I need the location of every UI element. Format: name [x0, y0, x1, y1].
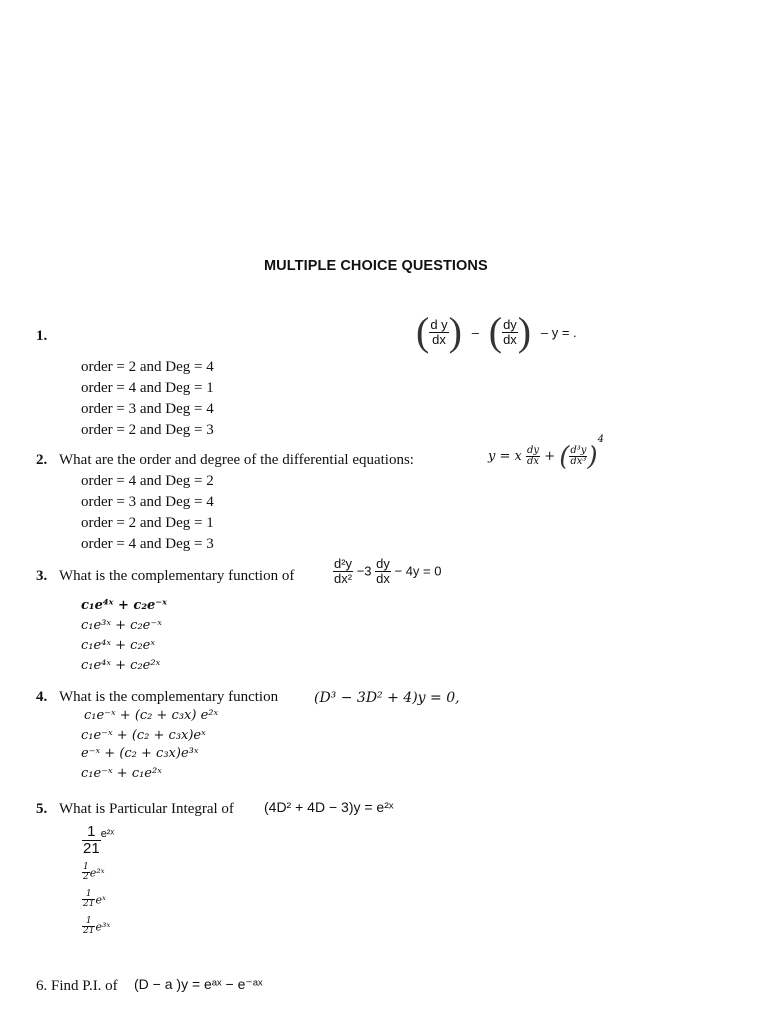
- fraction: [569, 446, 587, 468]
- question-5-option-d: [82, 917, 110, 937]
- question-5-option-b: [82, 863, 105, 883]
- exponential-term: e²ˣ: [89, 866, 105, 880]
- exponential-term: eˣ: [95, 893, 106, 907]
- denominator: dx: [376, 570, 390, 586]
- question-5-number: 5.: [36, 801, 48, 817]
- denominator: dx: [432, 331, 446, 347]
- denominator: dx³: [570, 456, 587, 467]
- right-paren-icon: ): [448, 309, 462, 354]
- left-paren-icon: (: [488, 309, 503, 354]
- denominator: 2: [83, 872, 89, 883]
- question-3-equation: [333, 557, 441, 585]
- numerator: d²y: [334, 556, 353, 571]
- question-1-equation: [416, 309, 577, 354]
- question-3-text: What is the complementary function of: [59, 568, 295, 584]
- fraction: [429, 318, 448, 346]
- exponential-term: e²ˣ: [100, 828, 115, 841]
- question-4-option-c: e⁻ˣ + (c₂ + c₃x)e³ˣ: [81, 746, 199, 761]
- question-2-option-b: order = 3 and Deg = 4: [81, 494, 214, 510]
- fraction: [82, 863, 90, 883]
- page-title: MULTIPLE CHOICE QUESTIONS: [264, 258, 488, 274]
- question-2-text: What are the order and degree of the differential equations:: [59, 452, 414, 468]
- question-2-option-a: order = 4 and Deg = 2: [81, 473, 214, 489]
- numerator: 1: [82, 824, 101, 841]
- exponent: 4: [597, 434, 604, 445]
- left-paren-icon: (: [559, 441, 570, 472]
- denominator: 21: [83, 899, 95, 910]
- question-5-option-a: [82, 824, 114, 857]
- numerator: dy: [526, 444, 540, 456]
- fraction: [82, 917, 95, 937]
- question-4-option-d: c₁e⁻ˣ + c₁e²ˣ: [81, 766, 162, 781]
- fraction: [82, 890, 95, 910]
- question-1-option-b: order = 4 and Deg = 1: [81, 380, 214, 396]
- question-3-number: 3.: [36, 568, 48, 584]
- numerator: d³y: [570, 444, 587, 456]
- equation-end: − 4y = 0: [394, 563, 442, 579]
- equation-middle: −3: [356, 563, 372, 579]
- question-1-option-c: order = 3 and Deg = 4: [81, 401, 214, 417]
- question-3-option-d: c₁e⁴ˣ + c₂e²ˣ: [81, 658, 161, 673]
- fraction: [333, 557, 353, 585]
- numerator: dy: [376, 556, 390, 571]
- question-3-option-a: c₁e⁴ˣ + c₂e⁻ˣ: [81, 598, 168, 613]
- denominator: dx: [503, 331, 517, 347]
- fraction: [375, 557, 391, 585]
- fraction: [526, 446, 540, 468]
- question-1-option-a: order = 2 and Deg = 4: [81, 359, 214, 375]
- numerator: d y: [430, 316, 448, 332]
- denominator: dx²: [334, 570, 353, 586]
- question-4-text: What is the complementary function: [59, 689, 279, 705]
- denominator: 21: [83, 839, 100, 857]
- question-4-option-a: c₁e⁻ˣ + (c₂ + c₃x) e²ˣ: [84, 708, 219, 723]
- denominator: 21: [83, 926, 95, 937]
- question-2-number: 2.: [36, 452, 48, 468]
- question-1-option-d: order = 2 and Deg = 3: [81, 422, 214, 438]
- left-paren-icon: (: [416, 309, 430, 354]
- right-paren-icon: ): [587, 441, 598, 472]
- question-5-text: What is Particular Integral of: [59, 801, 234, 817]
- numerator: 1: [82, 890, 95, 900]
- question-3-option-c: c₁e⁴ˣ + c₂eˣ: [81, 638, 155, 653]
- fraction: [502, 318, 518, 346]
- fraction: [82, 824, 101, 857]
- question-2-option-c: order = 2 and Deg = 1: [81, 515, 214, 531]
- question-2-equation: [488, 434, 604, 472]
- numerator: 1: [83, 862, 89, 872]
- plus-sign: +: [544, 449, 556, 464]
- question-6-equation: (D − a )y = eᵃˣ − e⁻ᵃˣ: [134, 976, 263, 992]
- question-5-option-c: [82, 890, 106, 910]
- minus-sign: –: [471, 324, 479, 340]
- denominator: dx: [526, 456, 540, 467]
- question-4-option-b: c₁e⁻ˣ + (c₂ + c₃x)eˣ: [81, 728, 206, 743]
- question-2-option-d: order = 4 and Deg = 3: [81, 536, 214, 552]
- question-1-number: 1.: [36, 328, 48, 344]
- equation-tail: – y = .: [540, 324, 577, 340]
- question-5-equation: (4D² + 4D − 3)y = e²ˣ: [264, 799, 394, 815]
- equation-lhs: y = x: [488, 449, 522, 464]
- question-4-equation: (D³ − 3D² + 4)y = 0,: [314, 690, 460, 706]
- question-6-text: 6. Find P.I. of: [36, 978, 118, 994]
- right-paren-icon: ): [517, 309, 532, 354]
- question-3-option-b: c₁e³ˣ + c₂e⁻ˣ: [81, 618, 162, 633]
- numerator: 1: [82, 917, 95, 927]
- exponential-term: e³ˣ: [95, 920, 111, 934]
- numerator: dy: [503, 316, 517, 332]
- question-4-number: 4.: [36, 689, 48, 705]
